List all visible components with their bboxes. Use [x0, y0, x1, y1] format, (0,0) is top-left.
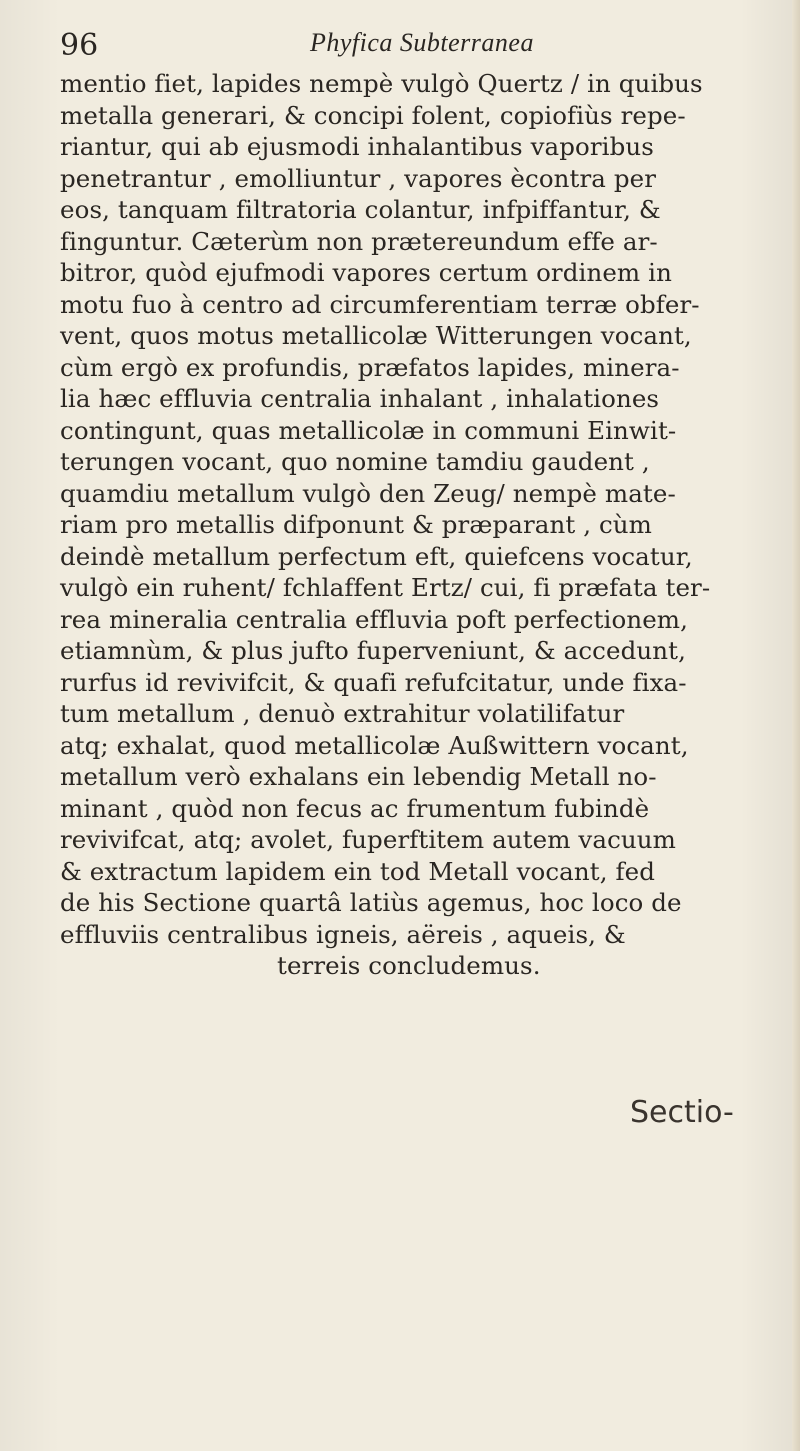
text-line: tum metallum , denuò extrahitur volatilifatur — [60, 699, 625, 728]
running-title: Phyfica Subterranea — [310, 28, 534, 57]
text-line: metallum verò exhalans ein lebendig Metall no- — [60, 762, 657, 791]
text-line: cùm ergò ex profundis, præfatos lapides, minera- — [60, 352, 680, 382]
text-line: revivifcat, atq; avolet, fuperftitem autem vacuum — [60, 825, 676, 854]
catchword: Sectio- — [630, 1095, 734, 1130]
text-line: terungen vocant, quo nomine tamdiu gaudent , — [60, 447, 650, 476]
text-line: effluviis centralibus igneis, aëreis , aqueis, & — [60, 919, 626, 949]
text-line: mentio fiet, lapides nempè vulgò Quertz / in quibus — [60, 69, 703, 98]
text-line: de his Sectione quartâ latiùs agemus, hoc loco de — [60, 888, 682, 917]
text-line: rea mineralia centralia effluvia poft perfectionem, — [60, 604, 689, 634]
running-head — [60, 22, 760, 62]
text-line: riam pro metallis difponunt & præparant , cùm — [60, 510, 652, 539]
text-line: metalla generari, & concipi folent, copiofiùs repe- — [60, 100, 686, 130]
text-line: rurfus id revivifcit, & quafi refufcitatur, unde fixa- — [60, 667, 687, 697]
text-line: & extractum lapidem ein tod Metall vocant, fed — [60, 856, 656, 886]
text-line: motu fuo à centro ad circumferentiam terræ obfer- — [60, 289, 700, 319]
text-line: eos, tanquam filtratoria colantur, infpiffantur, & — [60, 195, 661, 224]
body-text — [60, 68, 770, 982]
text-line: vent, quos motus metallicolæ Witterungen vocant, — [60, 321, 692, 350]
text-line: etiamnùm, & plus jufto fuperveniunt, & accedunt, — [60, 636, 686, 665]
text-line: minant , quòd non fecus ac frumentum fubindè — [60, 793, 650, 823]
text-line: penetrantur , emolliuntur , vapores ècontra per — [60, 163, 657, 193]
text-line: atq; exhalat, quod metallicolæ Außwittern vocant, — [60, 730, 689, 760]
page-number: 96 — [60, 28, 99, 63]
text-line: bitror, quòd ejufmodi vapores certum ordinem in — [60, 258, 672, 287]
text-line: lia hæc effluvia centralia inhalant , inhalationes — [60, 384, 660, 413]
text-line: quamdiu metallum vulgò den Zeug/ nempè mate- — [60, 478, 676, 508]
text-line: deindè metallum perfectum eft, quiefcens vocatur, — [60, 541, 693, 571]
text-line: finguntur. Cæterùm non prætereundum effe ar- — [60, 226, 658, 256]
text-line-final: terreis concludemus. — [277, 951, 541, 980]
text-line: contingunt, quas metallicolæ in communi Einwit- — [60, 415, 677, 445]
page-edge — [792, 0, 800, 1451]
text-line: vulgò ein ruhent/ fchlaffent Ertz/ cui, fi præfata ter- — [60, 573, 711, 602]
text-line: riantur, qui ab ejusmodi inhalantibus vaporibus — [60, 132, 654, 161]
